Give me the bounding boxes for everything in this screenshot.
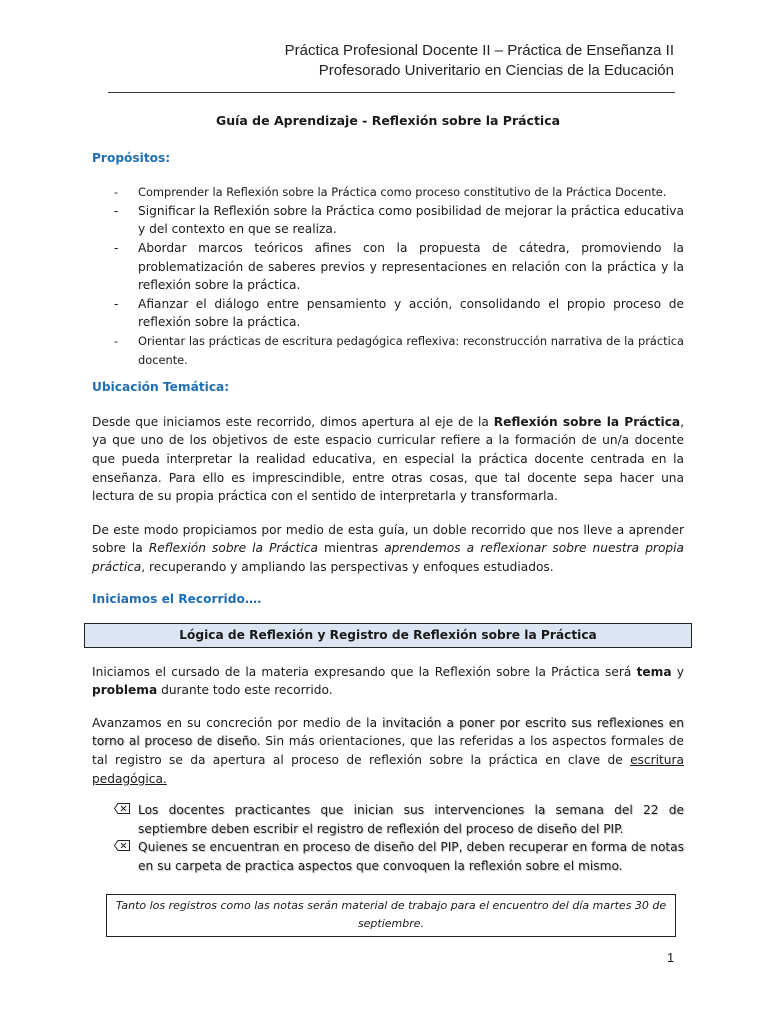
heading-propositos: Propósitos: bbox=[92, 150, 171, 165]
task-text: Los docentes practicantes que inician sus intervenciones la semana del 22 de septiembre deben escribir el registro de reflexión del proceso de diseño del PIP. bbox=[138, 803, 684, 836]
note-box: Tanto los registros como las notas serán material de trabajo para el encuentro del día martes 30 de septiembre. bbox=[106, 894, 676, 937]
ubicacion-paragraph-1 bbox=[92, 413, 684, 506]
text: Desde que iniciamos este recorrido, dimos apertura al eje de la bbox=[92, 414, 494, 429]
text: , ya que uno de los objetivos de este espacio curricular refiere a la formación de un/a docente que pueda interpretar la realidad educativa, en especial la práctica docente centrada en la enseñanza. Para ello es imprescindible, entre otras cosas, que tal docente sepa hacer una lectura de su propia práctica con el sentido de interpretarla y transformarla. bbox=[92, 414, 685, 504]
text: y bbox=[671, 664, 684, 679]
list-item: - Orientar las prácticas de escritura pedagógica reflexiva: reconstrucción narrativa de la práctica docente. bbox=[92, 332, 684, 369]
checkbox-x-icon bbox=[114, 803, 130, 814]
text: durante todo este recorrido. bbox=[157, 683, 333, 698]
bold-text: tema bbox=[636, 664, 672, 679]
heading-ubicacion: Ubicación Temática: bbox=[92, 380, 230, 395]
italic-text: Reflexión sobre la Práctica bbox=[148, 541, 318, 556]
text: Avanzamos en su concreción por medio de la bbox=[92, 715, 383, 730]
document-body bbox=[92, 110, 684, 937]
italic-text: aprendemos a reflexionar sobre nuestra propia práctica bbox=[92, 541, 684, 574]
document-title: Guía de Aprendizaje - Reflexión sobre la Práctica bbox=[215, 113, 561, 128]
bold-text: Reflexión sobre la Práctica bbox=[493, 414, 681, 429]
section-title-box: Lógica de Reflexión y Registro de Reflexión sobre la Práctica bbox=[84, 623, 692, 648]
header-divider bbox=[108, 92, 675, 93]
checkbox-x-icon bbox=[114, 840, 130, 851]
list-item: - Comprender la Reflexión sobre la Práctica como proceso constitutivo de la Práctica Docente. bbox=[92, 183, 684, 202]
header-program: Profesorado Univeritario en Ciencias de la Educación bbox=[318, 62, 674, 79]
list-item: - Abordar marcos teóricos afines con la propuesta de cátedra, promoviendo la problematización de saberes previos y representaciones en relación con la práctica y la reflexión sobre la práctica. bbox=[92, 239, 684, 295]
recorrido-paragraph-2 bbox=[92, 714, 684, 788]
page-header bbox=[285, 41, 674, 81]
bold-text: problema bbox=[92, 683, 158, 698]
propositos-list bbox=[92, 183, 684, 369]
ubicacion-paragraph-2 bbox=[92, 521, 684, 577]
text: . Sin más orientaciones, que las referidas a los aspectos formales de tal registro se da apertura al proceso de reflexión sobre la práctica en clave de bbox=[92, 734, 684, 768]
list-item bbox=[92, 801, 684, 838]
tasks-list bbox=[92, 801, 684, 875]
highlighted-text: invitación a poner por escrito sus reflexiones en torno al proceso de diseño bbox=[92, 715, 684, 749]
list-item: - Afianzar el diálogo entre pensamiento y acción, consolidando el propio proceso de reflexión sobre la práctica. bbox=[92, 295, 684, 332]
list-item: - Significar la Reflexión sobre la Práctica como posibilidad de mejorar la práctica educativa y del contexto en que se realiza. bbox=[92, 202, 684, 239]
recorrido-paragraph-1 bbox=[92, 663, 684, 700]
text: , recuperando y ampliando las perspectivas y enfoques estudiados. bbox=[141, 559, 554, 574]
heading-recorrido: Iniciamos el Recorrido…. bbox=[92, 592, 262, 607]
text: De este modo propiciamos por medio de esta guía, un doble recorrido que nos lleve a aprender sobre la bbox=[92, 522, 684, 556]
underlined-text: escritura pedagógica. bbox=[92, 753, 684, 786]
header-course: Práctica Profesional Docente II – Práctica de Enseñanza II bbox=[284, 42, 674, 59]
text: mientras bbox=[317, 541, 385, 556]
page-number: 1 bbox=[667, 950, 675, 965]
task-text: Quienes se encuentran en proceso de diseño del PIP, deben recuperar en forma de notas en su carpeta de practica aspectos que convoquen la reflexión sobre el mismo. bbox=[138, 840, 684, 873]
list-item bbox=[92, 838, 684, 875]
text: Iniciamos el cursado de la materia expresando que la Reflexión sobre la Práctica será bbox=[92, 664, 637, 679]
